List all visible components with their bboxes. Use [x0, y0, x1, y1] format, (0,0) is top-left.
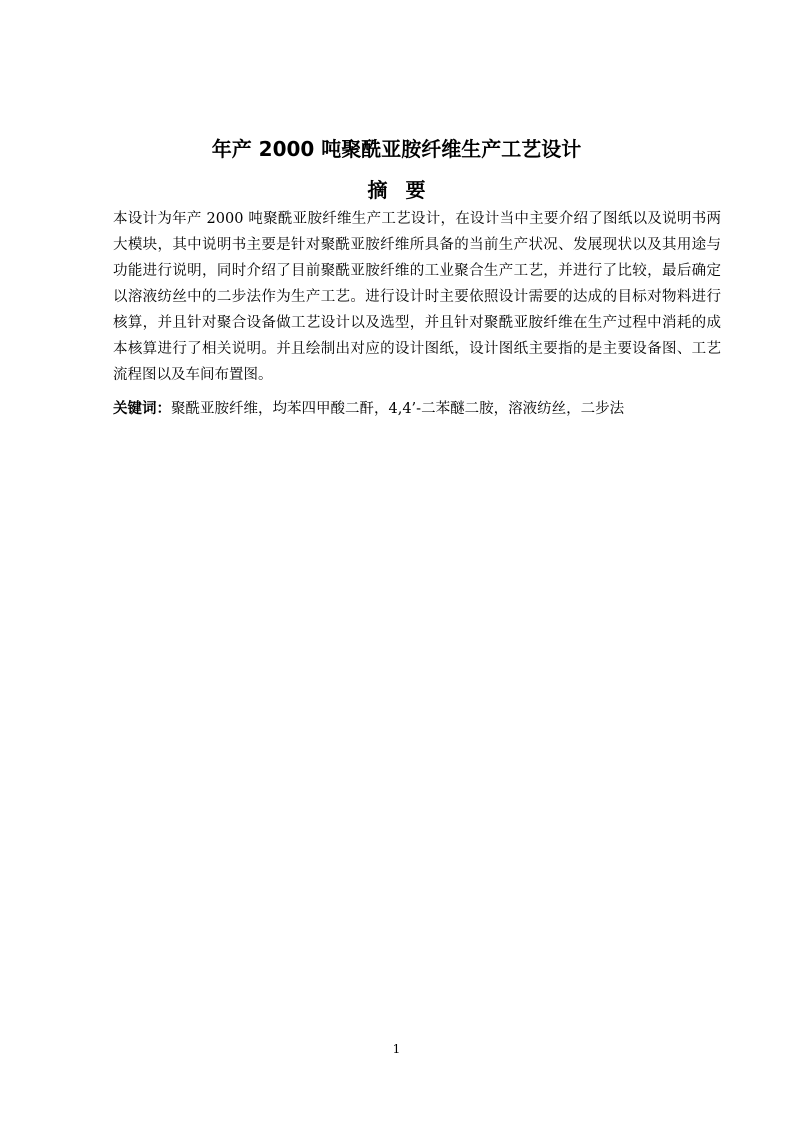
- keywords-line: [113, 396, 721, 422]
- keywords-label: 关键词：: [113, 401, 171, 417]
- page-number: 1: [392, 1042, 401, 1056]
- abstract-paragraph: 本设计为年产 2000 吨聚酰亚胺纤维生产工艺设计，在设计当中主要介绍了图纸以及说明书两大模块，其中说明书主要是针对聚酰亚胺纤维所具备的当前生产状况、发展现状以及其用途与功能进行说明，同时介绍了目前聚酰亚胺纤维的工业聚合生产工艺，并进行了比较，最后确定以溶液纺丝中的二步法作为生产工艺。进行设计时主要依照设计需要的达成的目标对物料进行核算，并且针对聚合设备做工艺设计以及选型，并且针对聚酰亚胺纤维在生产过程中消耗的成本核算进行了相关说明。并且绘制出对应的设计图纸，设计图纸主要指的是主要设备图、工艺流程图以及车间布置图。: [113, 211, 721, 383]
- abstract-heading: 摘要: [367, 178, 444, 202]
- keywords-text: 聚酰亚胺纤维，均苯四甲酸二酐，4,4’-二苯醚二胺，溶液纺丝，二步法: [171, 401, 625, 417]
- document-title: 年产 2000 吨聚酰亚胺纤维生产工艺设计: [211, 137, 582, 161]
